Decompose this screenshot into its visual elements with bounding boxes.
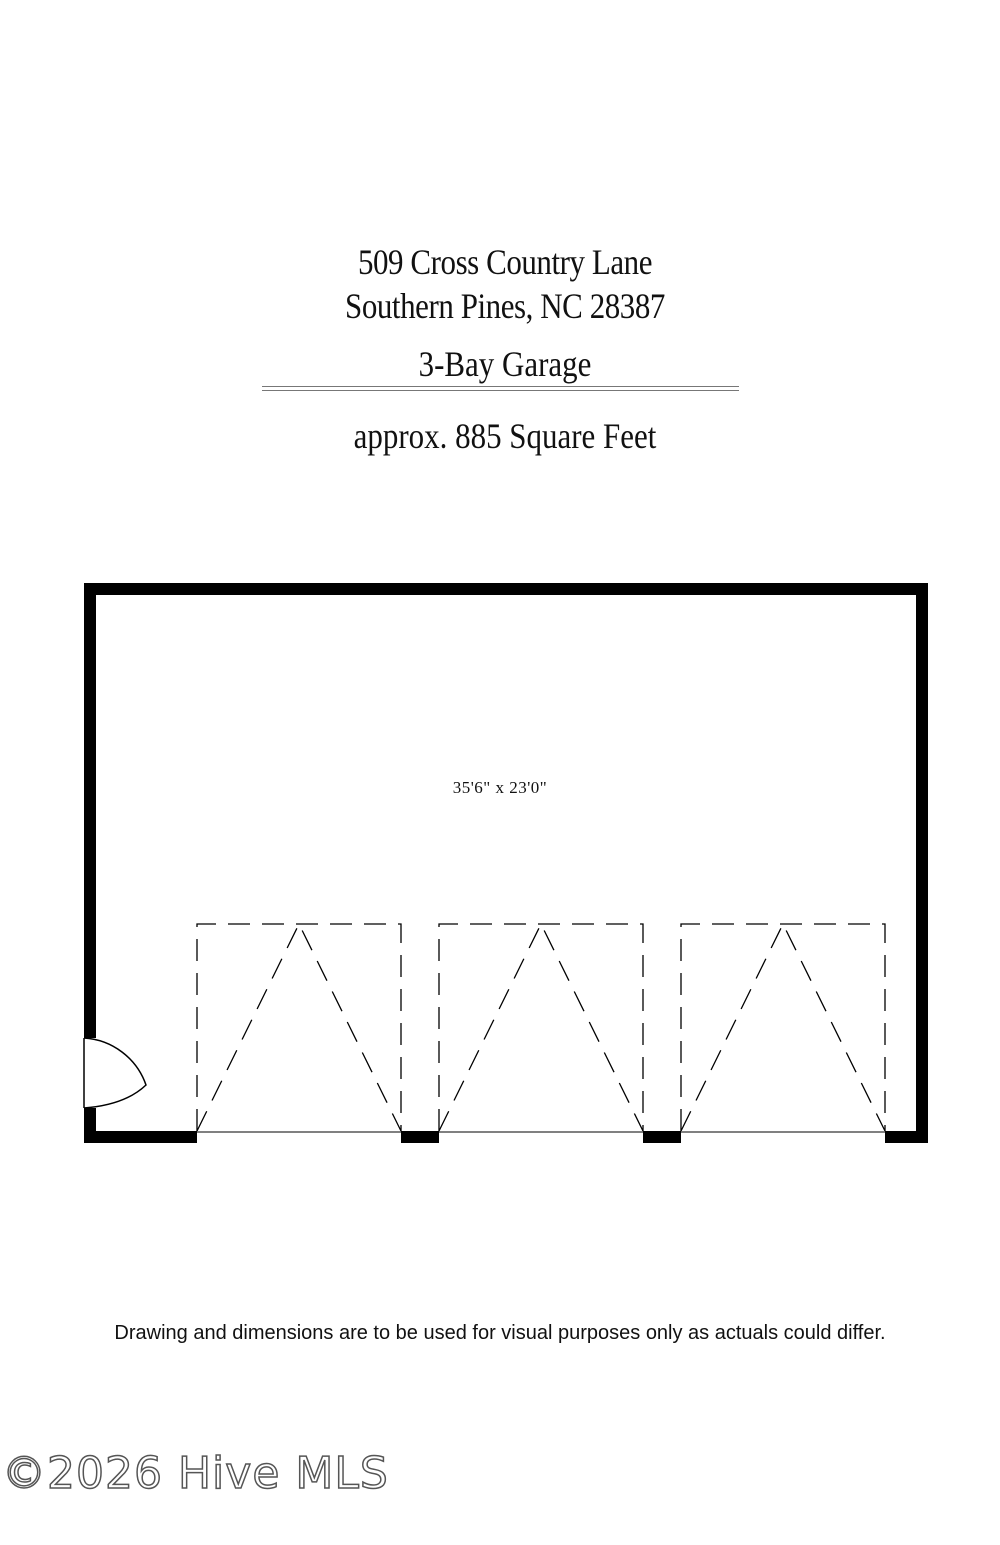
address-line-1: 509 Cross Country Lane <box>357 242 653 282</box>
garage-walls <box>84 583 928 1143</box>
wall-bottom-segment-4 <box>885 1131 928 1143</box>
wall-bottom-segment-1 <box>84 1131 197 1143</box>
disclaimer-text: Drawing and dimensions are to be used for visual purposes only as actuals could differ. <box>114 1322 886 1344</box>
square-footage-label: approx. 885 Square Feet <box>353 416 657 456</box>
wall-left <box>84 583 96 1038</box>
garage-bay-2 <box>439 924 643 1131</box>
garage-door-bays <box>197 924 885 1131</box>
room-dimensions-label: 35'6" x 23'0" <box>452 778 548 797</box>
wall-bottom-segment-3 <box>643 1131 681 1143</box>
building-type-label: 3-Bay Garage <box>418 344 592 384</box>
address-line-2: Southern Pines, NC 28387 <box>345 286 665 326</box>
copyright-watermark: ©2026 Hive MLS <box>2 1448 389 1499</box>
wall-right <box>916 583 928 1143</box>
wall-top <box>84 583 928 595</box>
garage-bay-3 <box>681 924 885 1131</box>
entry-door <box>84 1038 146 1108</box>
wall-bottom-segment-2 <box>401 1131 439 1143</box>
garage-bay-1 <box>197 924 401 1131</box>
